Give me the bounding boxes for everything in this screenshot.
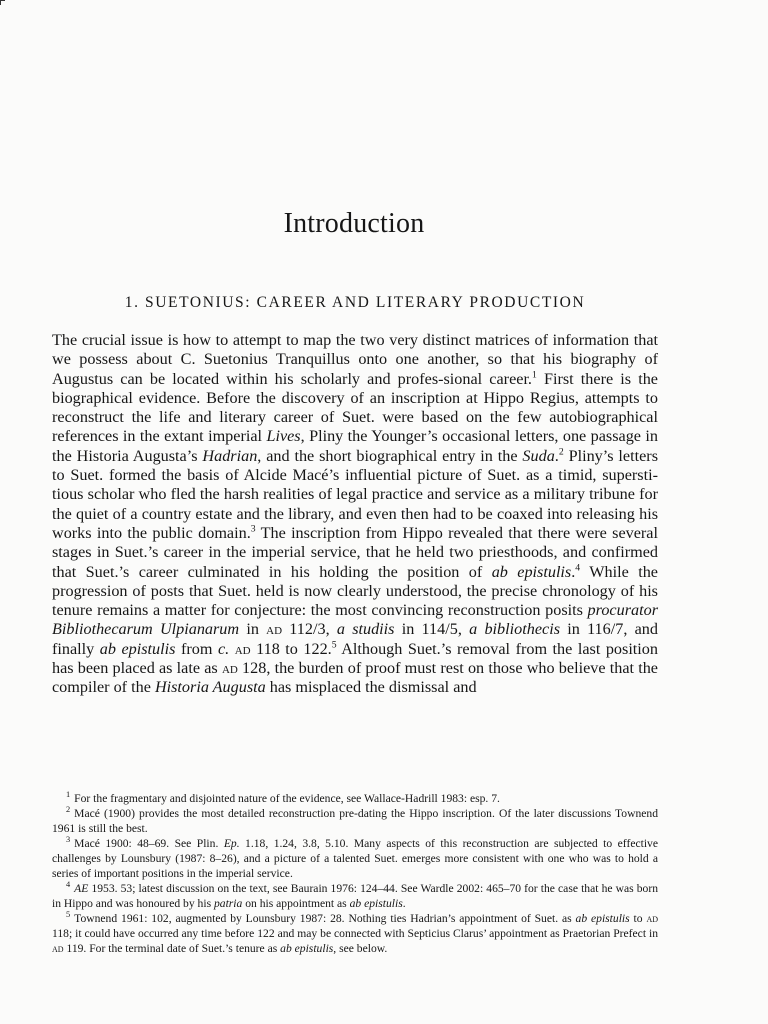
body-italic-run: Historia Augusta [154, 678, 266, 697]
footnote-italic: ab epistulis [575, 912, 630, 925]
footnote-text: Macé (1900) provides the most detailed reconstruction pre-dating the Hippo inscription. Of the later discussions Townend 1961 is still the best. [52, 807, 658, 835]
body-italic-run: c. [217, 639, 230, 658]
footnote-4 [52, 881, 658, 911]
section-heading-text: SUETONIUS: CAREER AND LITERARY PRODUCTION [145, 294, 586, 311]
footnote-text: . [402, 897, 406, 910]
body-text-run: Pliny’s letters to Suet. formed the basis of Alcide Macé’s influential picture of Suet. as a timid, supersti-tious scholar who fled the harsh realities of legal practice and service as a military tribune for the quiet of a country estate and the library, and even then had to be coaxed into releasing his works into the public domain. [52, 446, 658, 542]
era-abbrev: ad [221, 659, 238, 678]
footnote-text: 118; it could have occurred any time before 122 and may be connected with Septicius Clarus’ appointment as Praetorian Prefect in [52, 927, 658, 940]
body-text-run: from [175, 639, 218, 658]
body-text-run: . [571, 562, 576, 581]
footnote-number: 5 [66, 910, 71, 920]
body-text-run: in 116/7, and finally [52, 620, 658, 658]
body-italic-run: a studiis [336, 620, 395, 639]
body-italic-run: ab epistulis [491, 562, 572, 581]
era-abbrev: ad [646, 912, 658, 925]
footnote-italic: ab epistulis [349, 897, 403, 910]
body-text-run: The inscription from Hippo revealed that there were several stages in Suet.’s career in the imperial service, that he held two priesthoods, and confirmed that Suet.’s career culminated in his holding the position of [52, 523, 658, 581]
footnote-text: 119. For the terminal date of Suet.’s tenure as [63, 942, 281, 955]
footnote-number: 1 [66, 790, 71, 800]
body-text-run: , and the short biographical entry in the [257, 446, 523, 465]
footnote-text: to [629, 912, 647, 925]
footnote-ref: 4 [575, 562, 581, 574]
footnote-italic: Ep. [223, 837, 240, 850]
body-italic-run: Lives [266, 427, 301, 446]
footnote-italic: ab epistulis [280, 942, 334, 955]
body-italic-run: procurator Bibliothecarum Ulpianarum [52, 601, 658, 639]
chapter-title: Introduction [283, 208, 425, 239]
footnote-text: on his appointment as [242, 897, 350, 910]
body-text-run: 128, the burden of proof must rest on those who believe that the compiler of the [52, 659, 658, 697]
footnote-ref: 2 [558, 446, 564, 458]
era-abbrev: ad [52, 942, 64, 955]
body-text-run: in 114/5, [394, 620, 470, 639]
body-paragraph [52, 331, 658, 698]
body-text-run: First there is the biographical evidence. Before the discovery of an inscription at Hippo Regius, attempts to reconstruct the life and literary career of Suet. were based on the few autobiographical references in the extant imperial [52, 369, 658, 446]
footnote-number: 4 [66, 880, 71, 890]
footnote-ref: 5 [331, 639, 337, 651]
footnote-text: , see below. [333, 942, 388, 955]
footnote-3 [52, 836, 658, 881]
body-text-run: Although Suet.’s removal from the last position has been placed as late as [52, 639, 658, 678]
footnote-number: 3 [66, 835, 71, 845]
footnote-ref: 3 [250, 523, 256, 535]
footnote-text: Macé 1900: 48–69. See Plin. [74, 837, 224, 850]
body-text-run: , Pliny the Younger’s occasional letters, one passage in the Historia Augusta’s [52, 427, 658, 465]
body-text-run: 118 to 122. [250, 639, 332, 658]
footnote-italic: AE [74, 882, 89, 895]
footnote-text: Townend 1961: 102, augmented by Lounsbury 1987: 28. Nothing ties Hadrian’s appointment of Suet. as [74, 912, 576, 925]
body-text-run: The crucial issue is how to attempt to map the two very distinct matrices of information that we possess about C. Suetonius Tranquillus onto one another, so that his biography of Augustus can be located within his scholarly and profes-sional career. [52, 331, 658, 388]
footnote-ref: 1 [531, 369, 537, 381]
body-italic-run: ab epistulis [99, 639, 176, 658]
body-italic-run: a bibliothecis [469, 620, 560, 639]
body-text-run: While the progression of posts that Suet. held is now clearly understood, the precise chronology of his tenure remains a matter for conjecture: the most convincing reconstruction posits [52, 562, 658, 620]
scan-corner-mark [0, 0, 5, 5]
footnote-text: For the fragmentary and disjointed nature of the evidence, see Wallace-Hadrill 1983: esp. 7. [74, 792, 500, 805]
section-number: 1. [124, 294, 140, 311]
footnote-italic: patria [213, 897, 243, 910]
era-abbrev: ad [266, 620, 283, 639]
section-heading [50, 294, 660, 312]
footnote-text: 1.18, 1.24, 3.8, 5.10. Many aspects of this reconstruction are subjected to effective challenges by Lounsbury (1987: 8–26), and a picture of a talented Suet. emerges more consistent with one who was to hold a series of important positions in the imperial service. [52, 837, 658, 880]
body-text-run: . [554, 446, 559, 465]
footnote-number: 2 [66, 805, 71, 815]
footnote-5 [52, 911, 658, 956]
footnote-2 [52, 806, 658, 836]
footnote-1 [52, 791, 658, 806]
body-italic-run: Suda [522, 446, 555, 465]
footnote-text: 1953. 53; latest discussion on the text, see Baurain 1976: 124–44. See Wardle 2002: 465–70 for the case that he was born in Hippo and was honoured by his [52, 882, 658, 910]
body-text-run: 112/3, [282, 620, 337, 639]
era-abbrev: ad [234, 639, 251, 658]
body-text-run: in [239, 620, 267, 639]
body-text-run: has misplaced the dismissal and [265, 678, 477, 697]
body-italic-run: Hadrian [202, 446, 258, 465]
footnotes [52, 791, 658, 956]
